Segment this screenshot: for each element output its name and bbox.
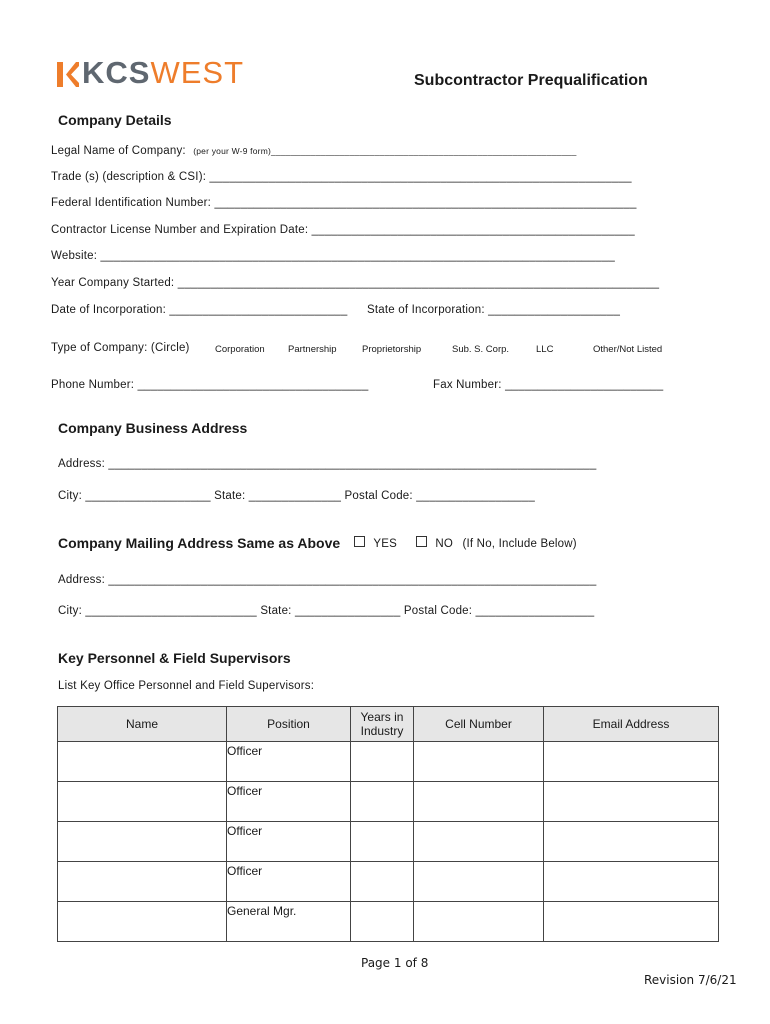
type-option-partnership[interactable]: Partnership	[288, 344, 337, 355]
legal-name-label: Legal Name of Company:	[51, 145, 186, 157]
section-heading-company-details: Company Details	[58, 112, 172, 128]
name-cell[interactable]	[58, 742, 227, 782]
phone-row	[51, 379, 368, 391]
mailing-city-label: City:	[58, 605, 82, 617]
trade-field[interactable]: ________________________________________________________________	[209, 171, 632, 183]
incorporation-date-row	[51, 304, 348, 316]
fax-field[interactable]: ________________________	[505, 379, 664, 391]
email-cell[interactable]	[544, 862, 719, 902]
name-cell[interactable]	[58, 782, 227, 822]
column-header-name: Name	[58, 707, 227, 742]
phone-field[interactable]: ___________________________________	[137, 379, 369, 391]
mailing-yes-option[interactable]	[354, 536, 397, 550]
mailing-state-field[interactable]: ________________	[294, 605, 401, 617]
section-heading-business-address: Company Business Address	[58, 420, 248, 436]
table-row	[58, 822, 719, 862]
incorporation-state-label: State of Incorporation:	[367, 304, 485, 316]
no-checkbox-icon[interactable]	[416, 536, 427, 547]
name-cell[interactable]	[58, 822, 227, 862]
mailing-note: (If No, Include Below)	[462, 538, 577, 550]
logo-text-kcs: KCS	[82, 55, 151, 90]
table-row	[58, 902, 719, 942]
fax-label: Fax Number:	[433, 379, 502, 391]
table-row	[58, 782, 719, 822]
type-option-sub-s-corp[interactable]: Sub. S. Corp.	[452, 344, 510, 355]
business-address-row	[58, 458, 596, 470]
position-cell[interactable]: Officer	[227, 782, 351, 822]
name-cell[interactable]	[58, 862, 227, 902]
trade-row	[51, 171, 632, 183]
page-title: Subcontractor Prequalification	[414, 72, 648, 89]
fein-label: Federal Identification Number:	[51, 197, 212, 209]
business-address-field[interactable]: __________________________________________________________________________	[108, 458, 597, 470]
cell-number-cell[interactable]	[414, 782, 544, 822]
table-row	[58, 862, 719, 902]
legal-name-field[interactable]: ______________________________________________________________	[271, 146, 577, 156]
mailing-no-option[interactable]	[416, 536, 577, 550]
position-cell[interactable]: General Mgr.	[227, 902, 351, 942]
business-city-row	[58, 490, 535, 502]
email-cell[interactable]	[544, 742, 719, 782]
email-cell[interactable]	[544, 902, 719, 942]
years-header-text: Years in Industry	[360, 710, 404, 738]
position-cell[interactable]: Officer	[227, 822, 351, 862]
page-number: Page 1 of 8	[361, 956, 429, 970]
years-cell[interactable]	[351, 822, 414, 862]
type-option-llc[interactable]: LLC	[536, 344, 554, 355]
website-label: Website:	[51, 250, 98, 262]
mailing-address-field[interactable]: __________________________________________________________________________	[108, 574, 597, 586]
years-cell[interactable]	[351, 742, 414, 782]
table-header-row	[58, 707, 719, 742]
yes-checkbox-icon[interactable]	[354, 536, 365, 547]
type-option-corporation[interactable]: Corporation	[215, 344, 265, 355]
section-heading-mailing-address: Company Mailing Address Same as Above	[58, 535, 341, 551]
fein-field[interactable]: ________________________________________________________________	[214, 197, 637, 209]
business-address-label: Address:	[58, 458, 105, 470]
cell-number-cell[interactable]	[414, 742, 544, 782]
mailing-postal-field[interactable]: __________________	[475, 605, 595, 617]
column-header-position: Position	[227, 707, 351, 742]
logo-text-west: WEST	[150, 55, 245, 90]
table-row	[58, 742, 719, 782]
personnel-intro: List Key Office Personnel and Field Supervisors:	[58, 680, 315, 692]
type-option-proprietorship[interactable]: Proprietorship	[362, 344, 422, 355]
mailing-address-row	[58, 574, 596, 586]
type-option-other[interactable]: Other/Not Listed	[593, 344, 663, 355]
cell-number-cell[interactable]	[414, 862, 544, 902]
no-label: NO	[435, 538, 454, 550]
license-field[interactable]: _________________________________________________	[311, 224, 635, 236]
legal-name-note: (per your W-9 form)	[193, 146, 272, 156]
business-postal-label: Postal Code:	[344, 490, 413, 502]
website-row	[51, 250, 615, 262]
position-cell[interactable]: Officer	[227, 862, 351, 902]
year-started-row	[51, 277, 659, 289]
email-cell[interactable]	[544, 822, 719, 862]
column-header-cell: Cell Number	[414, 707, 544, 742]
license-row	[51, 224, 635, 236]
years-cell[interactable]	[351, 782, 414, 822]
mailing-state-label: State:	[260, 605, 292, 617]
yes-label: YES	[373, 538, 398, 550]
revision-date: Revision 7/6/21	[644, 973, 737, 987]
years-cell[interactable]	[351, 902, 414, 942]
website-field[interactable]: ______________________________________________________________________________	[100, 250, 616, 262]
cell-number-cell[interactable]	[414, 902, 544, 942]
email-cell[interactable]	[544, 782, 719, 822]
company-logo	[82, 55, 244, 91]
trade-label: Trade (s) (description & CSI):	[51, 171, 207, 183]
mailing-city-field[interactable]: __________________________	[85, 605, 257, 617]
column-header-email: Email Address	[544, 707, 719, 742]
mailing-city-row	[58, 605, 594, 617]
personnel-table	[57, 706, 719, 942]
incorporation-date-label: Date of Incorporation:	[51, 304, 166, 316]
year-started-field[interactable]: _________________________________________________________________________	[177, 277, 660, 289]
name-cell[interactable]	[58, 902, 227, 942]
position-cell[interactable]: Officer	[227, 742, 351, 782]
business-state-field[interactable]: ______________	[248, 490, 342, 502]
mailing-postal-label: Postal Code:	[403, 605, 473, 617]
business-city-label: City:	[58, 490, 82, 502]
incorporation-state-field[interactable]: ____________________	[488, 304, 621, 316]
business-postal-field[interactable]: __________________	[416, 490, 535, 502]
column-header-years	[351, 707, 414, 742]
license-label: Contractor License Number and Expiration Date:	[51, 224, 309, 236]
cell-number-cell[interactable]	[414, 822, 544, 862]
business-city-field[interactable]: ___________________	[85, 490, 211, 502]
year-started-label: Year Company Started:	[51, 277, 175, 289]
kcs-logo-mark-icon	[57, 62, 79, 87]
fein-row	[51, 197, 637, 209]
section-heading-key-personnel: Key Personnel & Field Supervisors	[58, 650, 291, 666]
fax-row	[433, 379, 663, 391]
legal-name-row	[51, 145, 577, 157]
phone-label: Phone Number:	[51, 379, 135, 391]
incorporation-state-row	[367, 304, 620, 316]
business-state-label: State:	[214, 490, 246, 502]
years-cell[interactable]	[351, 862, 414, 902]
mailing-address-label: Address:	[58, 574, 105, 586]
incorporation-date-field[interactable]: ___________________________	[169, 304, 348, 316]
company-type-label: Type of Company: (Circle)	[51, 342, 190, 354]
